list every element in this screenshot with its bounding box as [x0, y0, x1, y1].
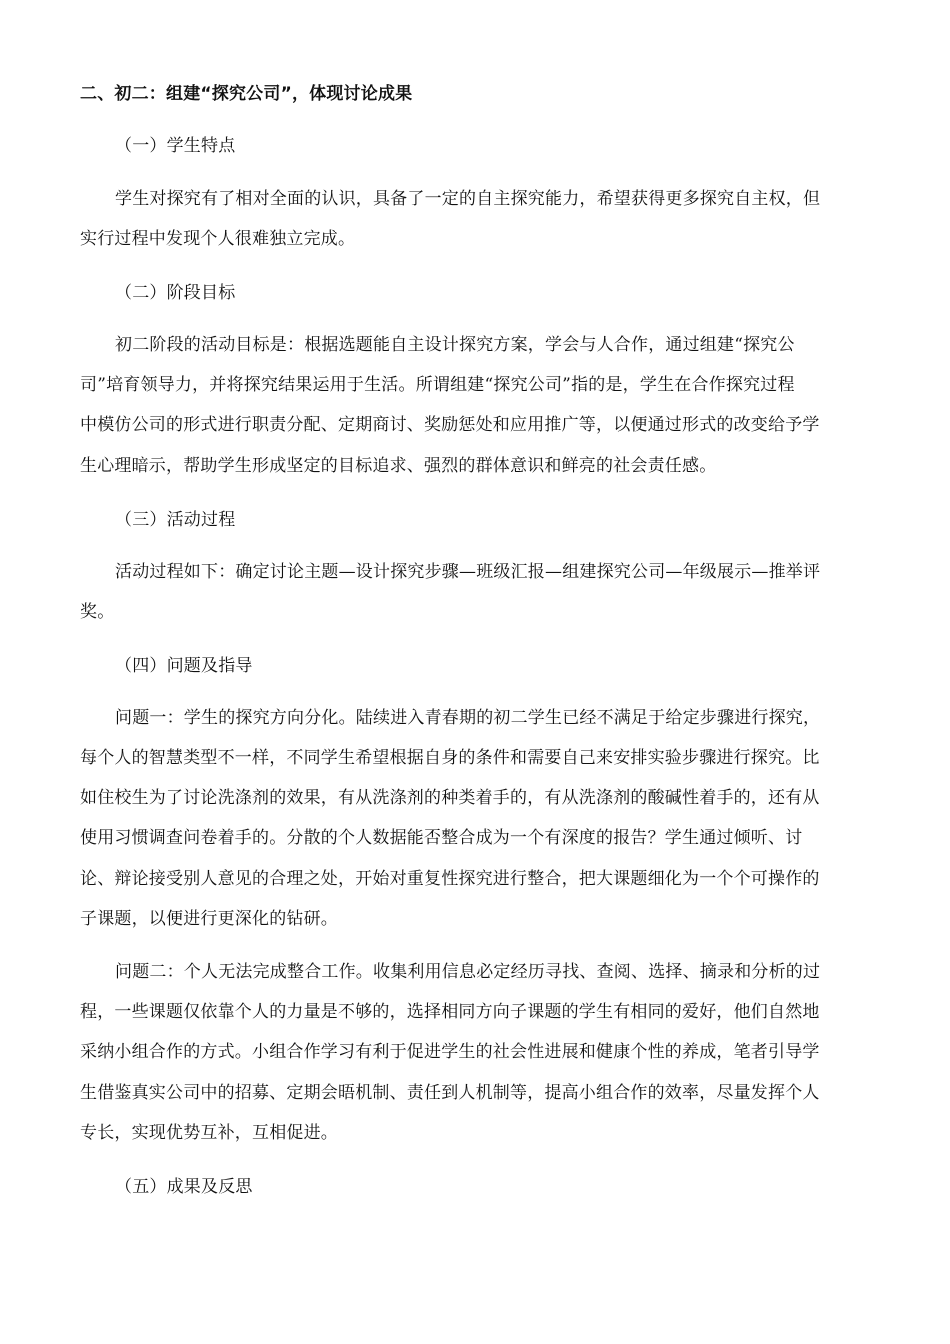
subsection-title: （二）阶段目标 — [115, 283, 236, 303]
paragraph-line: 采纳小组合作的方式。小组合作学习有利于促进学生的社会性进展和健康个性的养成，笔者引导学 — [80, 1042, 820, 1062]
paragraph-line: 程，一些课题仅依靠个人的力量是不够的，选择相同方向子课题的学生有相同的爱好，他们自然地 — [80, 1002, 820, 1022]
subsection-title: （四）问题及指导 — [115, 656, 253, 676]
paragraph-line: 活动过程如下：确定讨论主题—设计探究步骤—班级汇报—组建探究公司—年级展示—推举评 — [115, 562, 821, 582]
paragraph-line: 初二阶段的活动目标是：根据选题能自主设计探究方案，学会与人合作，通过组建“探究公 — [115, 335, 795, 355]
paragraph-line: 生心理暗示，帮助学生形成坚定的目标追求、强烈的群体意识和鲜亮的社会责任感。 — [80, 456, 717, 476]
paragraph-line: 子课题，以便进行更深化的钻研。 — [80, 909, 338, 929]
section-heading: 二、初二：组建“探究公司”，体现讨论成果 — [80, 84, 413, 104]
subsection-title: （三）活动过程 — [115, 510, 236, 530]
paragraph-line: 学生对探究有了相对全面的认识，具备了一定的自主探究能力，希望获得更多探究自主权，但 — [115, 189, 821, 209]
paragraph-line: 司”培育领导力，并将探究结果运用于生活。所谓组建“探究公司”指的是，学生在合作探究过程 — [80, 375, 795, 395]
paragraph-line: 专长，实现优势互补，互相促进。 — [80, 1123, 338, 1143]
subsection-title: （五）成果及反思 — [115, 1177, 253, 1197]
paragraph-line: 论、辩论接受别人意见的合理之处，开始对重复性探究进行整合，把大课题细化为一个个可操作的 — [80, 869, 820, 889]
paragraph-line: 如住校生为了讨论洗涤剂的效果，有从洗涤剂的种类着手的，有从洗涤剂的酸碱性着手的，还有从 — [80, 788, 820, 808]
subsection-title: （一）学生特点 — [115, 136, 236, 156]
paragraph-line: 使用习惯调查问卷着手的。分散的个人数据能否整合成为一个有深度的报告？学生通过倾听、讨 — [80, 828, 803, 848]
paragraph-line: 每个人的智慧类型不一样，不同学生希望根据自身的条件和需要自己来安排实验步骤进行探究。比 — [80, 748, 820, 768]
paragraph-line: 中模仿公司的形式进行职责分配、定期商讨、奖励惩处和应用推广等，以便通过形式的改变给予学 — [80, 415, 820, 435]
paragraph-line: 生借鉴真实公司中的招募、定期会晤机制、责任到人机制等，提高小组合作的效率，尽量发挥个人 — [80, 1083, 820, 1103]
paragraph-line: 问题二：个人无法完成整合工作。收集利用信息必定经历寻找、查阅、选择、摘录和分析的过 — [115, 962, 821, 982]
paragraph-line: 实行过程中发现个人很难独立完成。 — [80, 229, 356, 249]
paragraph-line: 问题一：学生的探究方向分化。陆续进入青春期的初二学生已经不满足于给定步骤进行探究， — [115, 708, 821, 728]
paragraph-line: 奖。 — [80, 602, 115, 622]
